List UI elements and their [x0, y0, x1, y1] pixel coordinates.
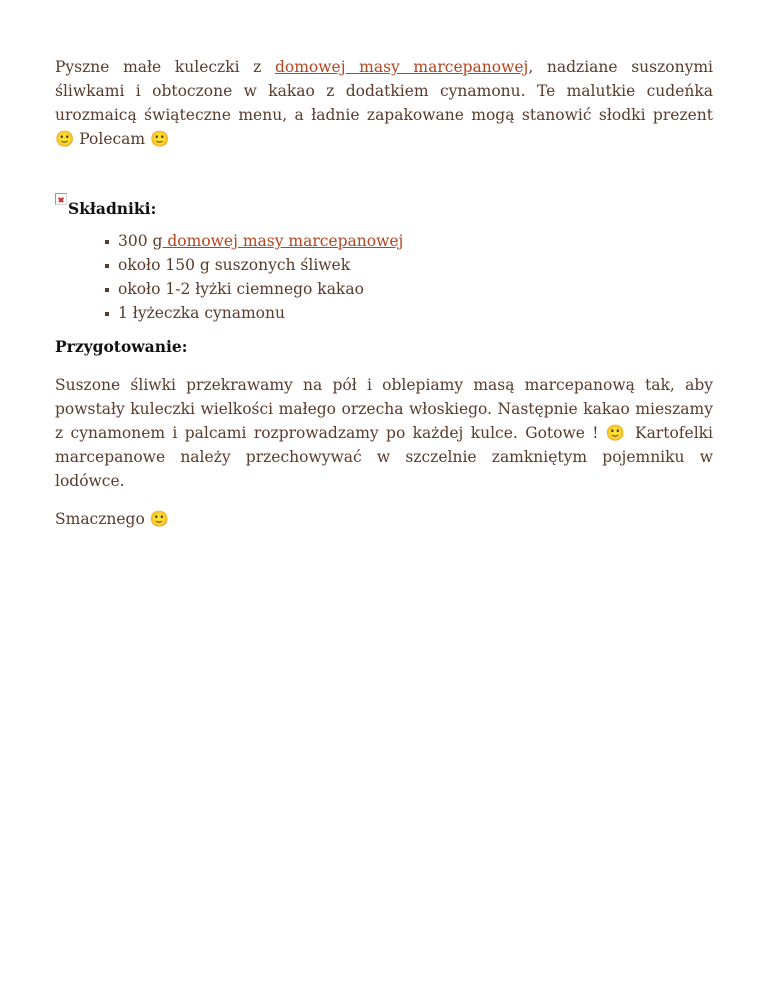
preparation-text-storage: Kartofelki marcepanowe należy przechowywać w szczelnie zamkniętym pojemniku w lodówce. [55, 424, 713, 490]
smile-emoji-icon: 🙂 [150, 130, 170, 148]
closing-paragraph [55, 507, 713, 531]
ingredients-heading-row [55, 193, 713, 219]
ingredients-heading: Składniki: [68, 199, 157, 218]
ingredients-list [55, 229, 713, 325]
list-item: około 150 g suszonych śliwek [105, 253, 713, 277]
broken-image-icon [55, 193, 67, 205]
preparation-text: Suszone śliwki przekrawamy na pół i oblepiamy masą marcepanową tak, aby powstały kuleczki wielkości małego orzecha włoskiego. Następnie kakao mieszamy z cynamonem i palcami rozprowadzamy po każdej kulce. Gotowe ! [55, 376, 713, 442]
preparation-paragraph [55, 373, 713, 493]
smile-emoji-icon: 🙂 [149, 510, 170, 528]
intro-paragraph [55, 55, 713, 151]
preparation-heading: Przygotowanie: [55, 337, 188, 356]
intro-text: Pyszne małe kuleczki z [55, 58, 275, 76]
list-item: około 1-2 łyżki ciemnego kakao [105, 277, 713, 301]
intro-text-cont: , nadziane suszonymi śliwkami i obtoczone w kakao z dodatkiem cynamonu. Te malutkie cudeńka urozmaicą świąteczne menu, a ładnie zapakowane mogą stanowić słodki prezent [55, 58, 713, 124]
marzipan-recipe-link[interactable]: domowej masy marcepanowej [162, 232, 404, 250]
closing-text: Smacznego [55, 510, 150, 528]
ingredient-quantity: 300 g [118, 232, 163, 250]
list-item: 1 łyżeczka cynamonu [105, 301, 713, 325]
marzipan-recipe-link[interactable]: domowej masy marcepanowej [274, 58, 529, 76]
smile-emoji-icon: 🙂 [55, 130, 75, 148]
article-body [55, 55, 713, 545]
intro-polecam: Polecam [74, 130, 151, 148]
list-item [105, 229, 713, 253]
smile-emoji-icon: 🙂 [605, 424, 628, 442]
